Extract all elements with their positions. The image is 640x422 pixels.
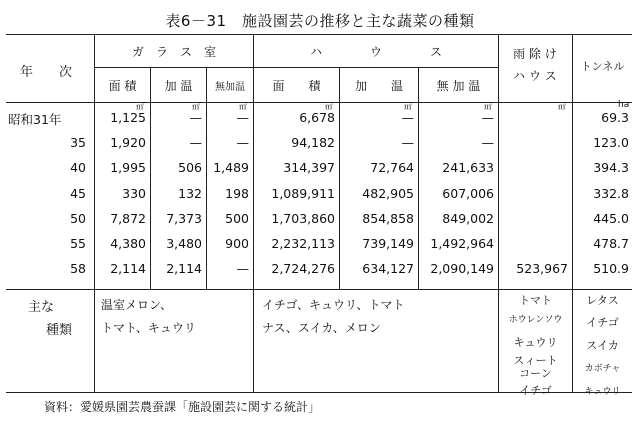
cell-g-area: 4,380 [110,236,146,251]
cell-year: 58 [70,261,86,277]
cell-g-area: 2,114 [110,261,146,277]
cell-g-unheat: 198 [225,185,249,201]
unit-house-unheated: ㎡ [484,102,492,111]
crop-tunnel-item: イチゴ [586,316,619,329]
source-note: 資料：愛媛県園芸農蚕課「施設園芸に関する統計」 [44,400,321,414]
cell-tunnel: 510.9 [593,261,629,277]
header-house-area: 面 積 [272,79,321,93]
crops-label-2: 種類 [46,323,73,338]
table-title: 表6－31 施設園芸の推移と主な蔬菜の種類 [165,12,475,30]
unit-house-area: ㎡ [325,102,333,111]
cell-g-heat: — [189,135,202,151]
header-year: 年 次 [20,65,73,80]
cell-year: 40 [70,160,86,176]
cell-g-heat: 506 [178,160,202,176]
header-house-heated: 加 温 [354,79,403,93]
cell-g-heat: 2,114 [166,261,202,277]
cell-g-unheat: 900 [225,236,249,251]
header-house: ハ ウ ス [309,45,442,59]
cell-g-unheat: — [236,110,249,125]
unit-rain: ㎡ [558,102,566,111]
header-rain-1: 雨 除 け [513,47,557,61]
cell-year: 55 [70,236,86,251]
cell-h-heat: 72,764 [370,160,414,176]
unit-glass-heated: ㎡ [192,102,200,111]
cell-h-unheat: — [481,110,494,125]
crop-tunnel-item: レタス [586,294,619,307]
cell-h-unheat: 2,090,149 [430,261,494,277]
rule-data-bottom [6,289,632,290]
cell-g-unheat: 1,489 [213,160,249,176]
cell-h-heat: — [401,110,414,125]
cell-g-area: 330 [122,185,146,201]
crops-label-1: 主な [28,300,55,315]
header-glass-heated: 加 温 [164,79,193,93]
cell-g-area: 1,920 [110,135,146,151]
cell-g-area: 1,995 [110,160,146,176]
cell-year: 45 [70,185,86,201]
cell-rain: 523,967 [516,261,568,277]
unit-glass-area: ㎡ [136,102,144,111]
crops-house-1: イチゴ、キュウリ、トマト [262,298,405,312]
cell-h-area: 6,678 [299,110,335,125]
cell-g-area: 7,872 [110,210,146,226]
cell-h-unheat: 607,006 [442,185,494,201]
rule-header-bottom [6,102,632,103]
cell-h-heat: — [401,135,414,151]
horticulture-table [6,34,632,397]
header-glass: ガ ラ ス 室 [131,45,216,59]
cell-g-unheat: — [236,261,249,277]
rule-header-mid [94,67,498,68]
cell-h-unheat: — [481,135,494,151]
header-tunnel: トンネル [580,60,625,73]
cell-g-unheat: — [236,135,249,151]
crop-rain-item: キュウリ [513,336,558,349]
cell-h-area: 2,724,276 [271,261,335,277]
cell-h-area: 94,182 [291,135,335,151]
crop-rain-item: コーン [519,367,552,380]
rule-v-h1 [339,67,340,289]
cell-g-heat: 7,373 [166,210,202,226]
cell-g-area: 1,125 [110,110,146,125]
header-glass-area: 面 積 [108,79,137,93]
cell-h-heat: 854,858 [362,210,414,226]
unit-glass-unheated: ㎡ [239,102,247,111]
crop-tunnel-item: カボチャ [584,364,621,374]
crops-glass-2: トマト、キュウリ [101,321,196,335]
cell-tunnel: 478.7 [593,236,629,251]
header-house-unheated: 無 加 温 [436,79,481,93]
cell-year: 35 [70,135,86,151]
cell-year: 50 [70,210,86,226]
rule-v-g2 [206,67,207,289]
cell-h-area: 1,089,911 [271,185,335,201]
header-glass-unheated: 無加温 [215,82,245,93]
cell-h-unheat: 241,633 [442,160,494,176]
rule-v-h2 [418,67,419,289]
crop-rain-item: イチゴ [519,384,552,397]
cell-tunnel: 394.3 [593,160,629,176]
cell-h-heat: 634,127 [362,261,414,277]
crops-glass-1: 温室メロン、 [101,298,173,312]
cell-tunnel: 69.3 [601,110,629,125]
cell-tunnel: 332.8 [593,185,629,201]
header-rain-2: ハ ウ ス [513,69,557,83]
crops-house-2: ナス、スイカ、メロン [262,321,381,335]
cell-h-unheat: 849,002 [442,210,494,226]
crop-tunnel-item: スイカ [586,339,619,352]
cell-g-unheat: 500 [225,210,249,226]
cell-h-unheat: 1,492,964 [430,236,494,251]
rule-top [6,34,632,35]
cell-year: 昭和31年 [8,112,62,127]
cell-h-area: 2,232,113 [271,236,335,251]
crop-rain-item: ホウレンソウ [508,315,563,325]
unit-house-heated: ㎡ [404,102,412,111]
cell-h-area: 314,397 [283,160,335,176]
cell-tunnel: 445.0 [593,210,629,226]
cell-tunnel: 123.0 [593,135,629,151]
crop-rain-item: スィート [513,354,558,367]
crop-tunnel-item: キュウリ [584,387,621,397]
cell-h-area: 1,703,860 [271,210,335,226]
cell-g-heat: 132 [178,185,202,201]
cell-h-heat: 739,149 [362,236,414,251]
cell-g-heat: 3,480 [166,236,202,251]
crop-rain-item: トマト [519,294,552,307]
rule-v-g1 [150,67,151,289]
cell-g-heat: — [189,110,202,125]
unit-tunnel: ha [618,100,630,110]
cell-h-heat: 482,905 [362,185,414,201]
